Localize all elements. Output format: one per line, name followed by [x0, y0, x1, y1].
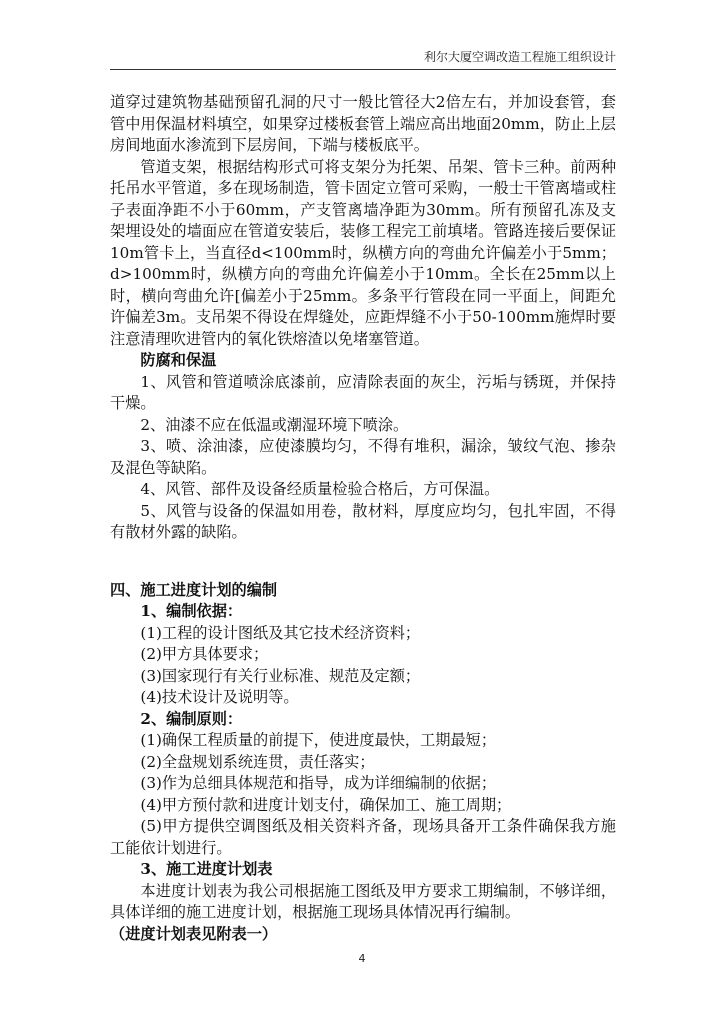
running-header: 利尔大厦空调改造工程施工组织设计 [423, 50, 616, 64]
paragraph-pipe-sleeve: 道穿过建筑物基础预留孔洞的尺寸一般比管径大2倍左右，并加设套管，套管中用保温材料填空，如果穿过楼板套管上端应高出地面20mm，防止上层房间地面水渗流到下层房间，下端与楼板底平。 [110, 93, 616, 154]
list-item-basis-1: (1)工程的设计图纸及其它技术经济资料； [140, 623, 421, 642]
heading-anticorrosion: 防腐和保温 [140, 351, 217, 369]
list-item-principle-1: (1)确保工程质量的前提下，使进度最快，工期最短； [140, 731, 497, 749]
list-item-basis-3: (3)国家现行有关行业标准、规范及定额； [140, 666, 421, 685]
paragraph-schedule-description: 本进度计划表为我公司根据施工图纸及甲方要求工期编制，不够详细，具体详细的施工进度计划，根据施工现场具体情况再行编制。 [110, 881, 616, 921]
subheading-basis: 1、编制依据： [140, 602, 243, 620]
list-item-principle-3: (3)作为总细具体规范和指导，成为详细编制的依据； [140, 774, 497, 792]
list-item-anticorrosion-3: 3、喷、涂油漆，应使漆膜均匀，不得有堆积，漏涂，皱纹气泡、掺杂及混色等缺陷。 [110, 437, 616, 477]
list-item-principle-4: (4)甲方预付款和进度计划支付，确保加工、施工周期； [140, 795, 512, 814]
note-appendix-reference: （进度计划表见附表一） [110, 924, 278, 943]
section-spacer [110, 544, 616, 580]
list-item-anticorrosion-5: 5、风管与设备的保温如用卷，散材料，厚度应均匀，包扎牢固，不得有散材外露的缺陷。 [110, 501, 616, 541]
page-body [110, 92, 616, 945]
list-item-basis-4: (4)技术设计及说明等。 [140, 688, 299, 706]
list-item-anticorrosion-4: 4、风管、部件及设备经质量检验合格后，方可保温。 [140, 480, 500, 498]
subheading-schedule-table: 3、施工进度计划表 [140, 860, 273, 878]
header-divider [110, 69, 616, 70]
subheading-principles: 2、编制原则： [140, 709, 243, 728]
list-item-anticorrosion-2: 2、油漆不应在低温或潮湿环境下喷涂。 [140, 415, 409, 434]
list-item-principle-2: (2)全盘规划系统连贯，责任落实； [140, 752, 375, 771]
paragraph-pipe-support: 管道支架，根据结构形式可将支架分为托架、吊架、管卡三种。前两种托吊水平管道，多在现场制造，管卡固定立管可采购，一般士干管离墙或柱子表面净距不小于60mm，产支管离墙净距为30mm。所有预留孔冻及支架埋设处的墙面应在管道安装后，装修工程完工前填堵。管路连接后要保证10m管卡上，当直径d<100mm时，纵横方向的弯曲允许偏差小于5mm；d>100mm时，纵横方向的弯曲允许偏差小于10mm。全长在25mm以上时，横向弯曲允许[偏差小于25mm。多条平行管段在同一平面上，间距允许偏差3m。支吊架不得设在焊缝处，应距焊缝不小于50-100mm施焊时要注意清理吹进管内的氧化铁熔渣以免堵塞管道。 [110, 157, 616, 348]
list-item-principle-5: (5)甲方提供空调图纸及相关资料齐备，现场具备开工条件确保我方施工能依计划进行。 [110, 817, 616, 857]
list-item-basis-2: (2)甲方具体要求； [140, 645, 269, 663]
page-number: 4 [358, 952, 366, 965]
list-item-anticorrosion-1: 1、风管和管道喷涂底漆前，应清除表面的灰尘，污垢与锈斑，并保持干燥。 [110, 372, 616, 412]
section-heading-4: 四、施工进度计划的编制 [110, 580, 278, 599]
